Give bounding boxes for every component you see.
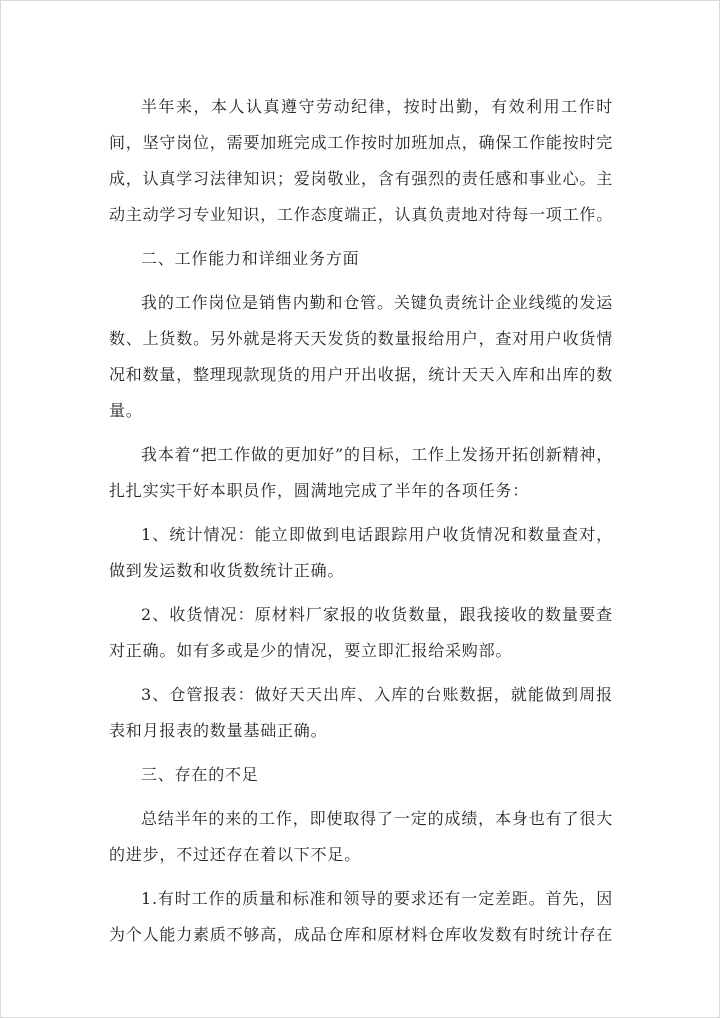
list-item-statistics: 1、统计情况：能立即做到电话跟踪用户收货情况和数量查对，做到发运数和收货数统计正确。	[109, 525, 613, 580]
paragraph-shortcoming-1: 1.有时工作的质量和标准和领导的要求还有一定差距。首先，因为个人能力素质不够高，成品仓库和原材料仓库收发数有时统计存在	[109, 889, 614, 944]
document-body	[109, 89, 613, 961]
paragraph-work-discipline: 半年来，本人认真遵守劳动纪律，按时出勤，有效利用工作时间，坚守岗位，需要加班完成工作按时加班加点，确保工作能按时完成，认真学习法律知识；爱岗敬业，含有强烈的责任感和事业心。主动主动学习专业知识，工作态度端正，认真负责地对待每一项工作。	[109, 97, 614, 224]
paragraph-job-duties: 我的工作岗位是销售内勤和仓管。关键负责统计企业线缆的发运数、上货数。另外就是将天天发货的数量报给用户，查对用户收货情况和数量，整理现款现货的用户开出收据，统计天天入库和出库的数量。	[109, 293, 614, 420]
section-heading-shortcomings: 三、存在的不足	[141, 765, 259, 784]
paragraph-goal: 我本着“把工作做的更加好”的目标，工作上发扬开拓创新精神，扎扎实实干好本职员作，圆满地完成了半年的各项任务：	[109, 445, 613, 500]
list-item-warehouse-reports: 3、仓管报表：做好天天出库、入库的台账数据，就能做到周报表和月报表的数量基础正确。	[109, 685, 613, 740]
list-item-receiving: 2、收货情况：原材料厂家报的收货数量，跟我接收的数量要查对正确。如有多或是少的情况，要立即汇报给采购部。	[109, 605, 613, 660]
paragraph-summary: 总结半年的来的工作，即使取得了一定的成绩，本身也有了很大的进步，不过还存在着以下不足。	[109, 809, 613, 864]
section-heading-work-ability: 二、工作能力和详细业务方面	[141, 249, 360, 268]
